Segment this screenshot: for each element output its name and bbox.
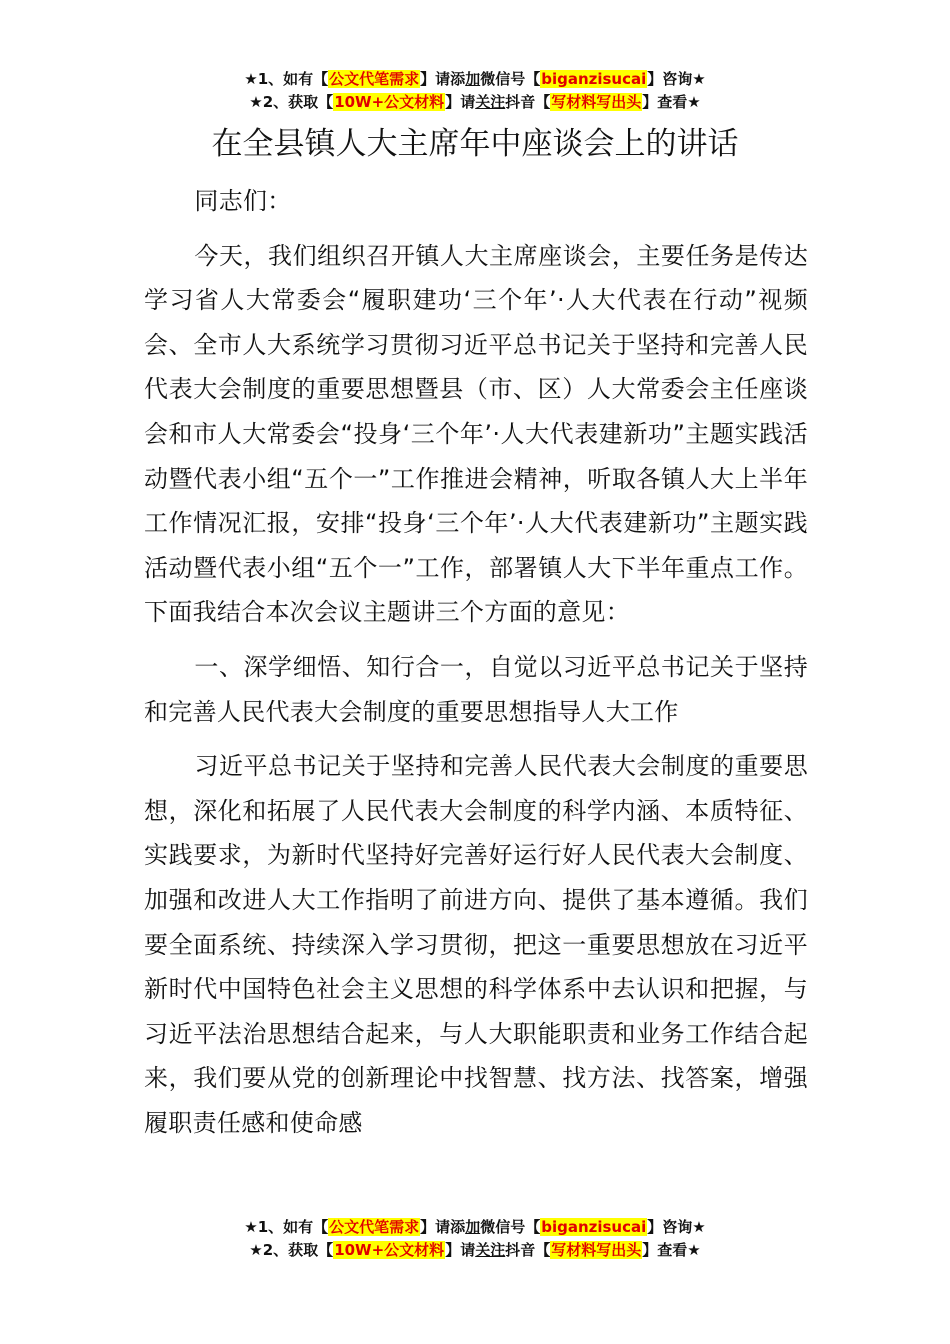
promo-line-2: ★2、获取【10W+公文材料】请关注抖音【写材料写出头】查看★ [249,1241,701,1259]
promo-line-1: ★1、如有【公文代笔需求】请添加微信号【biganzisucai】咨询★ [244,1218,706,1236]
salutation: 同志们： [194,187,292,215]
body-paragraph: 今天，我们组织召开镇人大主席座谈会，主要任务是传达学习省人大常委会“履职建功‘三个年’·人大代表在行动”视频会、全市人大系统学习贯彻习近平总书记关于坚持和完善人民代表大会制度的重要思想暨县（市、区）人大常委会主任座谈会和市人大常委会“投身‘三个年’·人大代表建新功”主题实践活动暨代表小组“五个一”工作推进会精神，听取各镇人大上半年工作情况汇报，安排“投身‘三个年’·人大代表建新功”主题实践活动暨代表小组“五个一”工作，部署镇人大下半年重点工作。下面我结合本次会议主题讲三个方面的意见： [144,241,808,627]
highlight-wechat-id: biganzisucai [541,1218,647,1236]
highlight-ghostwriting: 公文代笔需求 [329,1218,420,1236]
highlight-douyin-account: 写材料写出头 [551,93,642,111]
promo-line-1: ★1、如有【公文代笔需求】请添加微信号【biganzisucai】咨询★ [244,70,706,88]
document-title: 在全县镇人大主席年中座谈会上的讲话 [211,126,739,162]
section-heading: 一、深学细悟、知行合一，自觉以习近平总书记关于坚持和完善人民代表大会制度的重要思想指导人大工作 [144,652,808,726]
document-body [144,179,808,1155]
highlight-ghostwriting: 公文代笔需求 [329,70,420,88]
highlight-douyin-account: 写材料写出头 [551,1241,642,1259]
body-paragraph: 习近平总书记关于坚持和完善人民代表大会制度的重要思想，深化和拓展了人民代表大会制度的科学内涵、本质特征、实践要求，为新时代坚持好完善好运行好人民代表大会制度、加强和改进人大工作指明了前进方向、提供了基本遵循。我们要全面系统、持续深入学习贯彻，把这一重要思想放在习近平新时代中国特色社会主义思想的科学体系中去认识和把握，与习近平法治思想结合起来，与人大职能职责和业务工作结合起来，我们要从党的创新理论中找智慧、找方法、找答案，增强履职责任感和使命感 [144,752,808,1137]
highlight-wechat-id: biganzisucai [541,70,647,88]
highlight-materials: 10W+公文材料 [334,1241,445,1259]
promo-banner-top [0,68,950,114]
promo-line-2: ★2、获取【10W+公文材料】请关注抖音【写材料写出头】查看★ [249,93,701,111]
highlight-materials: 10W+公文材料 [334,93,445,111]
promo-banner-bottom [0,1216,950,1262]
